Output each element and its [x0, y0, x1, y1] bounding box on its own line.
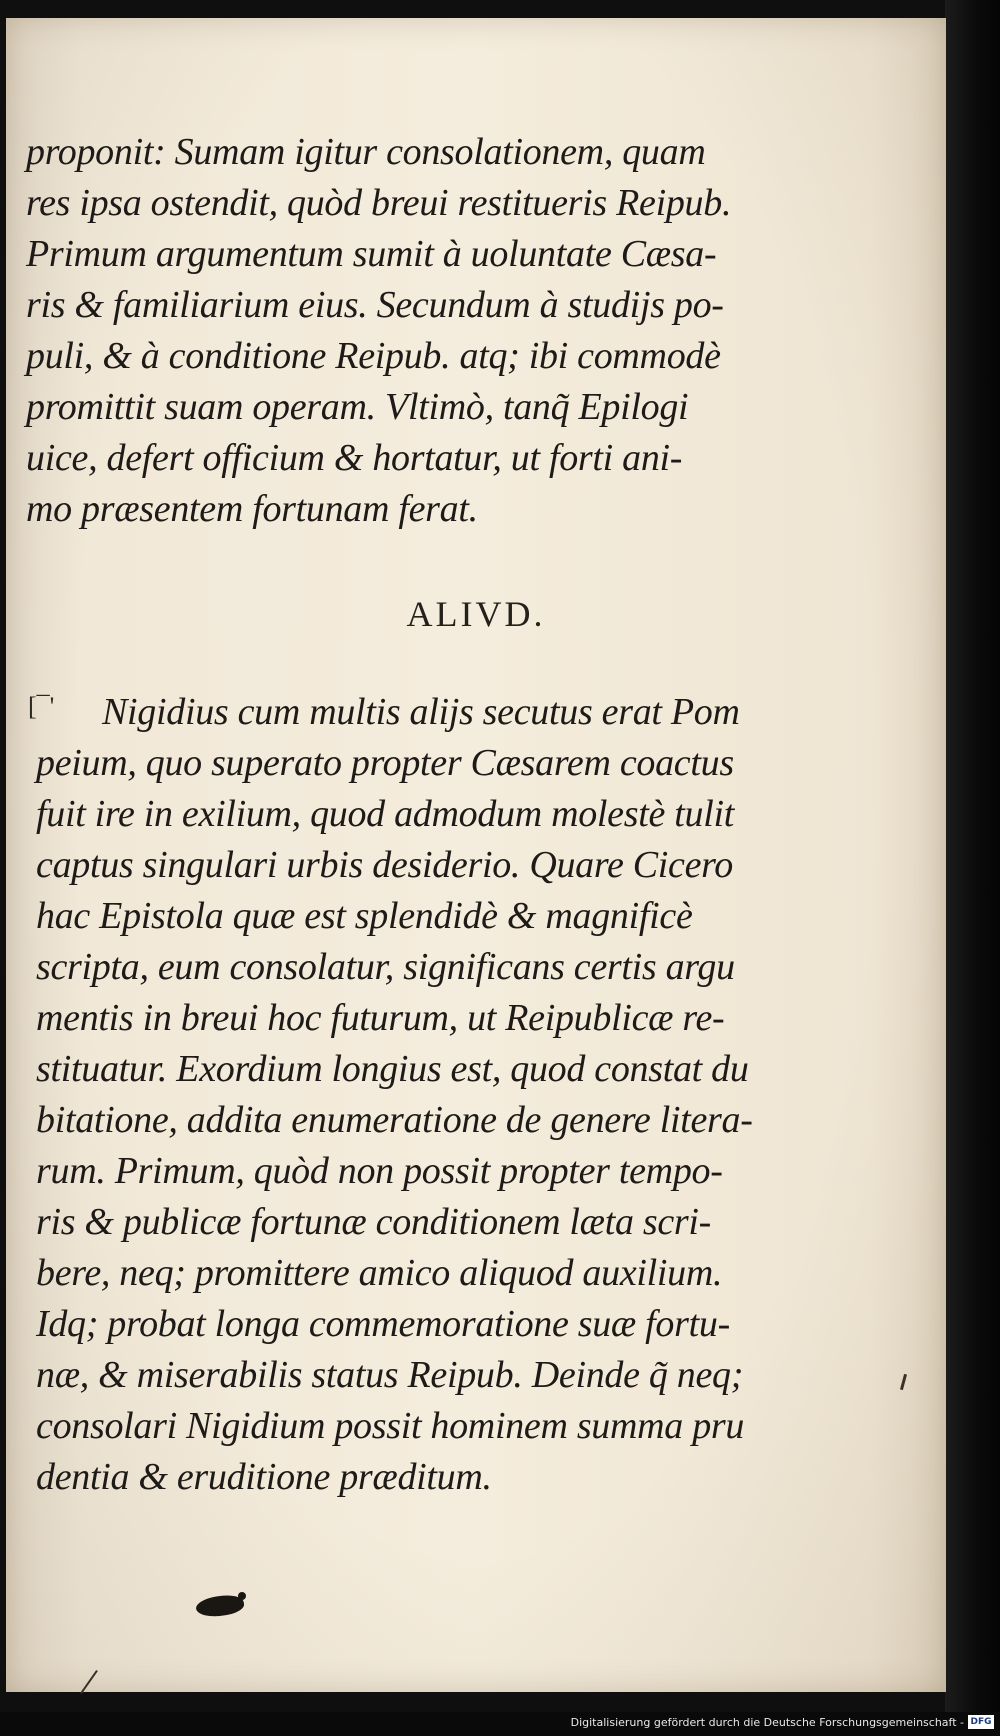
- text-line: rum. Primum, quòd non possit propter tempo-: [36, 1150, 723, 1192]
- text-line: næ, & miserabilis status Reipub. Deinde q̃ neq;: [36, 1354, 744, 1396]
- text-line: peium, quo superato propter Cæsarem coactus: [36, 742, 734, 784]
- text-line: promittit suam operam. Vltimò, tanq̃ Epilogi: [26, 386, 689, 428]
- text-line: Nigidius cum multis alijs secutus erat Pom: [102, 691, 740, 733]
- text-line: res ipsa ostendit, quòd breui restitueris Reipub.: [26, 182, 732, 224]
- text-line: hac Epistola quæ est splendidè & magnificè: [36, 895, 693, 937]
- initial-mark: [¯': [28, 692, 55, 721]
- digitization-credit: Digitalisierung gefördert durch die Deutsche Forschungsgemeinschaft -: [570, 1716, 964, 1729]
- ink-blot-drop: [238, 1592, 246, 1600]
- text-line: uice, defert officium & hortatur, ut forti ani-: [26, 437, 683, 479]
- text-line: mo præsentem fortunam ferat.: [26, 488, 478, 530]
- text-line: ris & familiarium eius. Secundum à studijs po-: [26, 284, 724, 326]
- text-line: proponit: Sumam igitur consolationem, quam: [26, 131, 706, 173]
- stray-pen-mark: [900, 1374, 907, 1390]
- text-line: captus singulari urbis desiderio. Quare Cicero: [36, 844, 733, 886]
- text-line: Primum argumentum sumit à uoluntate Cæsa-: [26, 233, 717, 275]
- text-line: ris & publicæ fortunæ conditionem læta scri-: [36, 1201, 712, 1243]
- book-page: [6, 18, 946, 1692]
- text-line: scripta, eum consolatur, significans certis argu: [36, 946, 735, 988]
- scan-background-edge: [945, 0, 1000, 1736]
- text-line: mentis in breui hoc futurum, ut Reipublicæ re-: [36, 997, 725, 1039]
- stray-pen-mark: [80, 1670, 98, 1694]
- text-line: puli, & à conditione Reipub. atq; ibi commodè: [26, 335, 721, 377]
- text-line: fuit ire in exilium, quod admodum molestè tulit: [36, 793, 734, 835]
- text-line: dentia & eruditione præditum.: [36, 1456, 492, 1498]
- text-line: bere, neq; promittere amico aliquod auxilium.: [36, 1252, 723, 1294]
- text-line: stituatur. Exordium longius est, quod constat du: [36, 1048, 749, 1090]
- text-line: Idq; probat longa commemoratione suæ fortu-: [36, 1303, 730, 1345]
- section-heading: ALIVD.: [406, 594, 546, 634]
- dfg-logo: DFG: [968, 1715, 994, 1729]
- text-line: bitatione, addita enumeratione de genere litera-: [36, 1099, 753, 1141]
- text-line: consolari Nigidium possit hominem summa pru: [36, 1405, 745, 1447]
